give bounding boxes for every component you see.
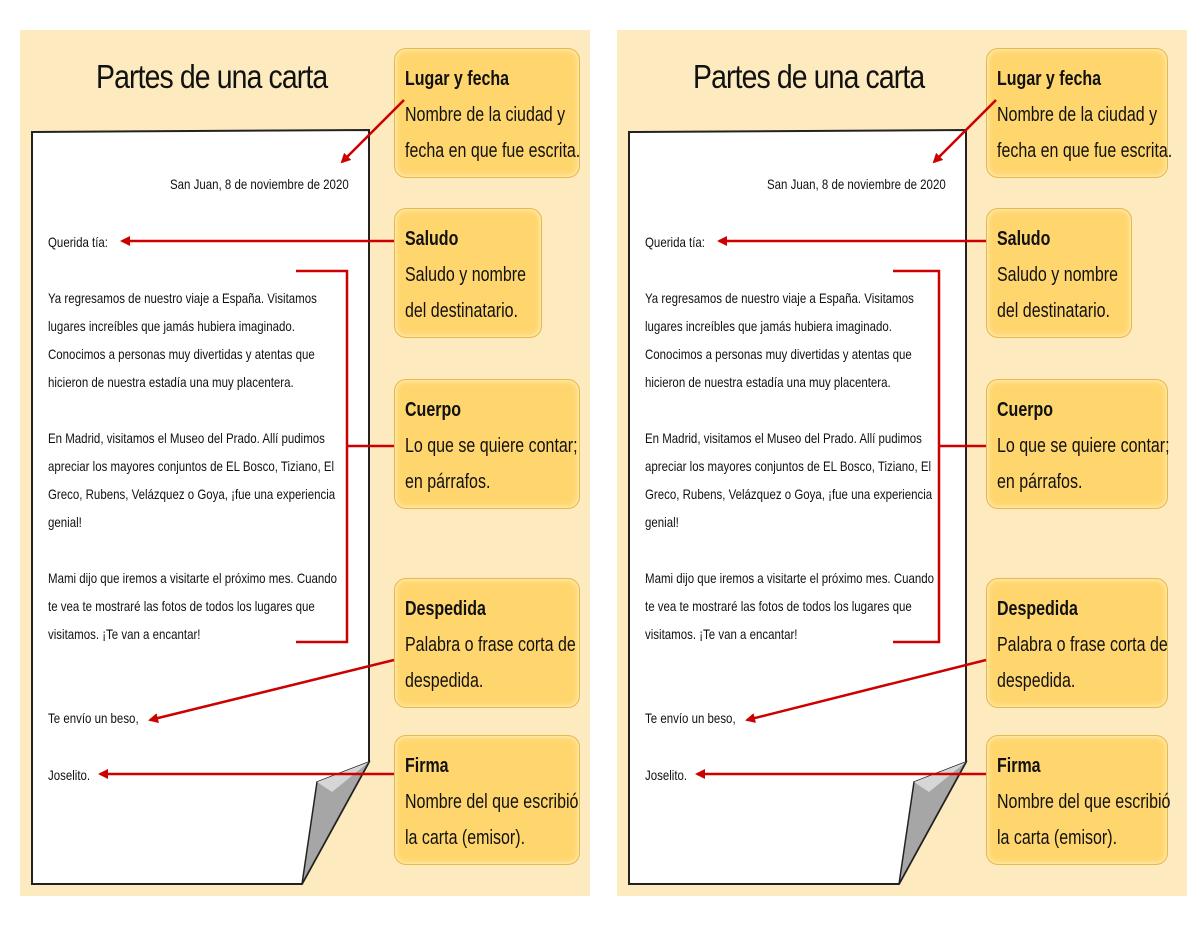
- diagram-title: Partes de una carta: [693, 58, 925, 95]
- box-cuerpo: Cuerpo Lo que se quiere contar; en párrafos.: [986, 379, 1168, 509]
- letter-date: San Juan, 8 de noviembre de 2020: [767, 176, 946, 192]
- letter-closing: Te envío un beso,: [645, 710, 736, 726]
- box-despedida: Despedida Palabra o frase corta de despedida.: [394, 578, 580, 708]
- letter-signature: Joselito.: [645, 767, 688, 783]
- diagram-title: Partes de una carta: [96, 58, 328, 95]
- letter-signature: Joselito.: [48, 767, 91, 783]
- letter-paragraph-3: Mami dijo que iremos a visitarte el próximo mes. Cuando te vea te mostraré las fotos de todos los lugares que visitamos. ¡Te van a encantar!: [645, 570, 935, 642]
- letter-greeting: Querida tía:: [48, 234, 108, 250]
- letter-paragraph-3: Mami dijo que iremos a visitarte el próximo mes. Cuando te vea te mostraré las fotos de todos los lugares que visitamos. ¡Te van a encantar!: [48, 570, 338, 642]
- box-saludo: Saludo Saludo y nombre del destinatario.: [394, 208, 542, 338]
- box-firma: Firma Nombre del que escribió la carta (emisor).: [986, 735, 1168, 865]
- letter-date: San Juan, 8 de noviembre de 2020: [170, 176, 349, 192]
- box-cuerpo: Cuerpo Lo que se quiere contar; en párrafos.: [394, 379, 580, 509]
- letter-paragraph-1: Ya regresamos de nuestro viaje a España. Visitamos lugares increíbles que jamás hubiera imaginado. Conocimos a personas muy divertidas y atentas que hicieron de nuestra estadía una muy placentera.: [48, 290, 317, 390]
- diagram-panel-left: [20, 30, 590, 896]
- letter-greeting: Querida tía:: [645, 234, 705, 250]
- box-firma: Firma Nombre del que escribió la carta (emisor).: [394, 735, 580, 865]
- box-despedida: Despedida Palabra o frase corta de despedida.: [986, 578, 1168, 708]
- box-lugar-y-fecha: Lugar y fecha Nombre de la ciudad y fecha en que fue escrita.: [986, 48, 1168, 178]
- letter-paragraph-2: En Madrid, visitamos el Museo del Prado. Allí pudimos apreciar los mayores conjuntos de EL Bosco, Tiziano, El Greco, Rubens, Velázquez o Goya, ¡fue una experiencia genial!: [48, 430, 336, 530]
- letter-paragraph-1: Ya regresamos de nuestro viaje a España. Visitamos lugares increíbles que jamás hubiera imaginado. Conocimos a personas muy divertidas y atentas que hicieron de nuestra estadía una muy placentera.: [645, 290, 914, 390]
- diagram-panel-right: [617, 30, 1187, 896]
- letter-paragraph-2: En Madrid, visitamos el Museo del Prado. Allí pudimos apreciar los mayores conjuntos de EL Bosco, Tiziano, El Greco, Rubens, Velázquez o Goya, ¡fue una experiencia genial!: [645, 430, 933, 530]
- letter-closing: Te envío un beso,: [48, 710, 139, 726]
- box-lugar-y-fecha: Lugar y fecha Nombre de la ciudad y fecha en que fue escrita.: [394, 48, 580, 178]
- box-saludo: Saludo Saludo y nombre del destinatario.: [986, 208, 1132, 338]
